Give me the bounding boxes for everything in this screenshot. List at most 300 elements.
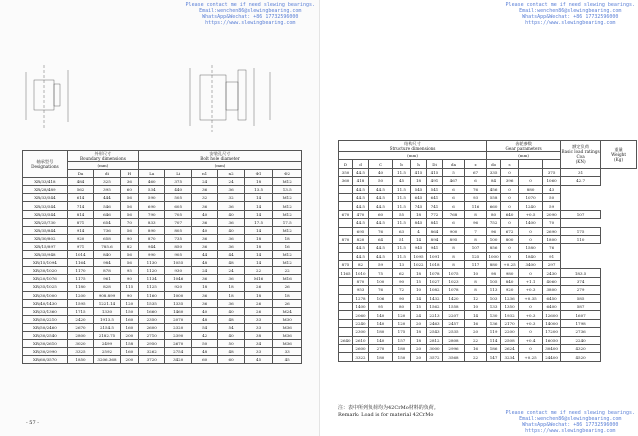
table-cell: 8 — [465, 277, 487, 285]
table-cell: 40 — [191, 210, 217, 218]
table-cell: 103 — [487, 294, 501, 302]
header-structure: 结构尺寸 Structure dimensions — [339, 141, 487, 152]
header-load: 额定负荷 Basic load ratings Coa (KN) — [561, 141, 601, 169]
table-cell: 14 — [244, 251, 273, 259]
col-header: La — [139, 170, 165, 178]
table-cell: 944 — [139, 242, 165, 250]
table-cell — [339, 193, 353, 201]
table-cell: 32 — [191, 194, 217, 202]
page-number: - 57 - — [26, 420, 39, 426]
table-cell: 864 — [427, 227, 443, 235]
table-cell: 418 — [353, 177, 369, 185]
table-cell: 80 — [393, 303, 411, 311]
table-cell: 26 — [244, 307, 273, 315]
table-cell: 36 — [191, 242, 217, 250]
table-cell: 10 — [465, 269, 487, 277]
table-cell: 1562 — [427, 303, 443, 311]
table-cell: 90 — [393, 277, 411, 285]
table-cell: 814 — [67, 210, 93, 218]
table-cell: 76 — [369, 286, 393, 294]
table-cell: 745 — [411, 202, 427, 210]
table-cell: 1180 — [67, 283, 93, 291]
table-cell: 790 — [139, 210, 165, 218]
right-table-body — [339, 168, 637, 361]
table-row — [339, 294, 637, 302]
table-cell: 98 — [487, 269, 501, 277]
table-cell: 56 — [120, 194, 138, 202]
table-cell: 140 — [369, 336, 393, 344]
left-table-body — [23, 178, 302, 364]
table-cell: 11.5 — [393, 252, 411, 260]
table-cell: 2736 — [561, 328, 601, 336]
table-row — [339, 210, 637, 218]
table-cell: 8 — [465, 235, 487, 243]
table-cell — [519, 168, 543, 176]
table-cell: XR/50/2460 — [23, 323, 68, 331]
table-cell: XR/60/3570 — [23, 356, 68, 364]
table-cell: 120 — [393, 319, 411, 327]
table-cell: 15 — [411, 303, 427, 311]
table-row — [23, 218, 302, 226]
table-cell: 36 — [191, 299, 217, 307]
table-cell: 905 — [165, 251, 191, 259]
table-cell: 1595 — [67, 299, 93, 307]
table-cell: M12 — [273, 226, 302, 234]
table-cell — [339, 286, 353, 294]
table-row — [23, 315, 302, 323]
table-cell: 456 — [487, 185, 501, 193]
table-cell: 2592 — [94, 348, 120, 356]
table-cell: 984 — [94, 259, 120, 267]
table-cell: 44.5 — [369, 252, 393, 260]
table-cell: 736 — [94, 226, 120, 234]
table-cell: 279 — [561, 286, 601, 294]
table-cell: 14 — [411, 294, 427, 302]
table-cell: 60 — [369, 210, 393, 218]
table-cell: 1022 — [411, 261, 427, 269]
table-cell: XR/30/802 — [23, 234, 68, 242]
table-cell: 3206.368 — [94, 356, 120, 364]
table-cell: 707 — [165, 218, 191, 226]
table-cell: XR/20/1076 — [23, 275, 68, 283]
table-cell: 785.6 — [94, 242, 120, 250]
contact-line: Please contact me if need slewing bearings. — [505, 410, 635, 416]
table-cell: 136 — [487, 319, 501, 327]
table-cell: 1236 — [501, 294, 519, 302]
table-cell: 714 — [67, 202, 93, 210]
table-cell: 11.5 — [393, 168, 411, 176]
table-cell: 36 — [191, 186, 217, 194]
table-cell: 64 — [369, 235, 393, 243]
table-cell: 1134 — [139, 275, 165, 283]
table-cell: 870 — [339, 235, 353, 243]
table-cell: 374 — [561, 277, 601, 285]
table-cell: 1160 — [139, 291, 165, 299]
contact-line: WhatsApp&Wechat: +86 17732596000 — [202, 14, 299, 20]
table-cell: +0.25 — [501, 261, 519, 269]
table-cell: 44.5 — [353, 185, 369, 193]
table-cell: 325 — [94, 178, 120, 186]
table-cell: 1000 — [165, 291, 191, 299]
table-cell: 48 — [218, 259, 244, 267]
table-cell: 2710 — [139, 331, 165, 339]
table-cell: 0 — [501, 168, 519, 176]
table-cell: 961 — [94, 275, 120, 283]
table-cell: 76 — [369, 227, 393, 235]
table-cell: 16050 — [543, 336, 561, 344]
contact-line: Please contact me if need slewing bearings. — [505, 2, 635, 8]
table-cell: 22 — [273, 267, 302, 275]
table-cell: 80 — [487, 210, 501, 218]
header-weight: 重量 Weight (Kg) — [601, 141, 637, 169]
table-cell: 105 — [487, 277, 501, 285]
table-row — [339, 286, 637, 294]
table-cell: 150 — [393, 353, 411, 361]
table-cell: 1400 — [519, 219, 543, 227]
table-cell: XR/33/544 — [23, 210, 68, 218]
table-cell: 4520 — [561, 353, 601, 361]
table-cell: 36 — [218, 218, 244, 226]
table-cell: 56 — [120, 259, 138, 267]
table-cell: 2535 — [443, 328, 465, 336]
table-cell: 84 — [487, 177, 501, 185]
table-cell: 44.5 — [353, 193, 369, 201]
col-header: d — [353, 160, 369, 168]
table-cell: 1120 — [139, 267, 165, 275]
table-cell: M16 — [244, 275, 273, 283]
table-cell: 840 — [501, 277, 519, 285]
left-table — [22, 150, 302, 364]
table-cell: 0 — [501, 193, 519, 201]
table-cell: 160 — [120, 323, 138, 331]
table-cell: 18 — [191, 283, 217, 291]
table-cell: 8 — [443, 261, 465, 269]
table-cell: 2420 — [67, 315, 93, 323]
table-cell: 90 — [393, 294, 411, 302]
table-cell: 16 — [465, 344, 487, 352]
table-cell: 44.5 — [369, 193, 393, 201]
table-cell: 15 — [411, 277, 427, 285]
table-cell: 11.5 — [393, 185, 411, 193]
table-cell: XR/33/418 — [23, 178, 68, 186]
table-cell: 546 — [94, 202, 120, 210]
table-cell: 12600 — [543, 311, 561, 319]
contact-line: https://www.slewingbearing.com — [205, 20, 296, 26]
table-cell: 990 — [139, 251, 165, 259]
header-designation: 轴承型号 Designations — [23, 151, 68, 178]
table-cell: 672 — [501, 227, 519, 235]
table-cell: 1175 — [67, 275, 93, 283]
table-cell: 1800 — [543, 235, 561, 243]
table-cell: 890 — [139, 226, 165, 234]
table-cell: 415 — [411, 168, 427, 176]
table-cell: 1023 — [443, 277, 465, 285]
table-cell: 24 — [218, 178, 244, 186]
table-cell: XR/28/489 — [23, 186, 68, 194]
table-cell — [339, 277, 353, 285]
table-cell: 2200 — [501, 328, 519, 336]
table-cell: 16 — [465, 319, 487, 327]
table-cell: XR/25/730 — [23, 218, 68, 226]
table-cell: 48 — [191, 348, 217, 356]
table-cell: 82 — [353, 261, 369, 269]
right-table — [338, 140, 637, 362]
table-cell: 2950 — [139, 340, 165, 348]
table-row — [23, 242, 302, 250]
table-cell: 741 — [427, 202, 443, 210]
table-cell: 114 — [487, 336, 501, 344]
table-cell: 585 — [561, 294, 601, 302]
table-cell: 56 — [120, 251, 138, 259]
table-cell: 1078 — [427, 269, 443, 277]
table-row — [339, 193, 637, 201]
table-cell: 1000 — [488, 253, 499, 259]
header-install: 安装孔尺寸 Bolt hole diameter — [139, 151, 302, 162]
table-cell: 36 — [191, 234, 217, 242]
table-cell: 658 — [94, 234, 120, 242]
right-page — [319, 0, 638, 436]
table-cell: 0 — [501, 185, 519, 193]
table-cell: 119 — [487, 328, 501, 336]
table-cell: 833 — [139, 218, 165, 226]
table-cell: 953 — [353, 286, 369, 294]
table-cell: 2207 — [443, 311, 465, 319]
table-cell: 920 — [165, 283, 191, 291]
table-cell: 20 — [411, 344, 427, 352]
table-cell: 56 — [120, 226, 138, 234]
table-cell: 444 — [94, 194, 120, 202]
table-cell: 587 — [561, 303, 601, 311]
table-cell: 1607 — [561, 311, 601, 319]
table-cell: 908.899 — [94, 291, 120, 299]
table-cell: 1335 — [165, 299, 191, 307]
table-cell: 130 — [487, 311, 501, 319]
table-cell: 113 — [487, 286, 501, 294]
table-cell: 2996 — [443, 344, 465, 352]
col-header: Li — [165, 170, 191, 178]
table-row — [23, 226, 302, 234]
table-cell: 870 — [139, 234, 165, 242]
table-cell: 1913.5 — [94, 315, 120, 323]
table-cell: 95 — [120, 267, 138, 275]
table-cell: M12 — [273, 210, 302, 218]
table-cell: 3400 — [519, 261, 543, 269]
table-cell: 805 — [165, 226, 191, 234]
table-cell: 13 — [393, 261, 411, 269]
table-cell: 106 — [369, 294, 393, 302]
table-cell: 56 — [120, 202, 138, 210]
table-cell: 22 — [465, 353, 487, 361]
table-cell: 4060 — [543, 277, 561, 285]
table-cell: 120 — [393, 311, 411, 319]
table-row — [339, 185, 637, 193]
table-cell: 180 — [369, 328, 393, 336]
table-row — [339, 219, 637, 227]
table-cell: 14 — [244, 202, 273, 210]
table-cell: +0.35 — [519, 294, 543, 302]
table-cell: 920 — [501, 286, 519, 294]
table-row — [23, 275, 302, 283]
table-cell: 110 — [561, 235, 601, 243]
table-cell: 1170 — [67, 267, 93, 275]
table-cell: 2640 — [340, 337, 351, 343]
table-cell: 2090 — [543, 210, 561, 218]
table-row — [23, 251, 302, 259]
table-cell: 1932 — [501, 311, 519, 319]
table-cell: 42.7 — [561, 177, 601, 185]
table-cell: 645 — [411, 193, 427, 201]
table-cell: 76 — [465, 185, 487, 193]
table-cell: 44.5 — [369, 219, 393, 227]
table-cell: 1715 — [67, 307, 93, 315]
table-cell: 50 — [218, 340, 244, 348]
table-cell: 0 — [501, 244, 519, 252]
table-cell: 36 — [218, 234, 244, 242]
table-cell: 14 — [244, 226, 273, 234]
table-cell: 0 — [519, 235, 543, 243]
table-row — [23, 194, 302, 202]
table-cell: 2670 — [67, 323, 93, 331]
table-cell: 945 — [411, 244, 427, 252]
table-cell: 60 — [120, 186, 138, 194]
table-cell: 96 — [487, 227, 501, 235]
table-cell: 140 — [369, 311, 393, 319]
table-row — [23, 283, 302, 291]
table-cell: XR/40/1430 — [23, 299, 68, 307]
table-cell: 100 — [487, 235, 501, 243]
table-row — [23, 267, 302, 275]
table-row — [23, 178, 302, 186]
table-cell: 10 — [465, 303, 487, 311]
table-cell: 18 — [218, 291, 244, 299]
table-cell: 18 — [411, 328, 427, 336]
table-row — [339, 277, 637, 285]
col-header: n1 — [191, 170, 217, 178]
table-row — [339, 311, 637, 319]
col-header: Di — [427, 160, 443, 168]
table-cell: 51 — [393, 235, 411, 243]
table-cell: 36 — [218, 242, 244, 250]
header-gear: 齿轮参数 Gear parameters — [487, 141, 561, 152]
table-cell: M16 — [273, 275, 302, 283]
table-row — [339, 336, 637, 344]
col-header: z — [465, 160, 487, 168]
table-cell: 695 — [353, 227, 369, 235]
table-cell: 18 — [411, 269, 427, 277]
table-row — [23, 348, 302, 356]
table-cell: 1558 — [443, 303, 465, 311]
table-cell: +0.3 — [519, 319, 543, 327]
table-cell: 2610 — [353, 336, 369, 344]
table-cell: +0.4 — [519, 336, 543, 344]
table-cell: M36 — [273, 331, 302, 339]
table-cell: 133 — [487, 303, 501, 311]
table-cell: 24 — [191, 267, 217, 275]
table-cell: 40 — [191, 307, 217, 315]
table-cell: 875 — [339, 261, 353, 269]
table-cell: XR/33/544 — [23, 202, 68, 210]
table-cell: 484 — [67, 178, 93, 186]
table-cell: 2390 — [165, 331, 191, 339]
table-cell: 562 — [67, 186, 93, 194]
table-cell: 14 — [244, 210, 273, 218]
table-cell: 14 — [244, 194, 273, 202]
table-cell: 880 — [487, 261, 501, 269]
table-cell: 59 — [369, 261, 393, 269]
table-cell: 44.5 — [353, 202, 369, 210]
col-header: do — [487, 160, 501, 168]
table-cell — [339, 311, 353, 319]
table-cell: 44.5 — [369, 185, 393, 193]
table-cell: 63 — [393, 227, 411, 235]
table-cell: 1580 — [519, 244, 543, 252]
table-cell: 350 — [339, 168, 353, 176]
table-row — [339, 319, 637, 327]
col-header: Φ1 — [244, 170, 273, 178]
table-cell: 30400 — [543, 344, 561, 352]
contact-bottom — [506, 410, 635, 434]
table-cell: 33 — [244, 315, 273, 323]
table-cell: 90 — [120, 234, 138, 242]
table-cell: 22 — [244, 267, 273, 275]
table-cell: 70 — [543, 219, 561, 227]
table-cell: 590 — [139, 194, 165, 202]
table-cell: 6 — [443, 219, 465, 227]
table-cell: 44.5 — [353, 252, 369, 260]
contact-line: Email:wenchen86@slewingbearing.com — [519, 416, 622, 422]
table-cell: 45 — [244, 356, 273, 364]
table-cell: 24400 — [543, 353, 561, 361]
table-cell: 36 — [191, 275, 217, 283]
table-cell: 4320 — [561, 344, 601, 352]
table-cell: 36 — [120, 178, 138, 186]
table-cell: 55 — [393, 210, 411, 218]
header-boundary: 外形尺寸 Boundary dimensions — [67, 151, 138, 162]
table-cell: 175 — [561, 227, 601, 235]
table-cell: 48 — [191, 259, 217, 267]
table-cell: 850 — [165, 242, 191, 250]
table-cell: 2800 — [67, 331, 93, 339]
table-cell: 415 — [427, 168, 443, 176]
table-cell: 880 — [519, 185, 543, 193]
table-cell: +0.3 — [519, 311, 543, 319]
table-cell: 17200 — [543, 328, 561, 336]
table-cell: 971 — [67, 242, 93, 250]
table-cell: 16 — [273, 242, 302, 250]
table-cell: 1330 — [94, 307, 120, 315]
table-cell: 42 — [191, 331, 217, 339]
table-cell: 1164 — [67, 259, 93, 267]
table-cell: 2182.75 — [94, 331, 120, 339]
table-cell: 375 — [543, 168, 561, 176]
table-cell: 34 — [244, 340, 273, 348]
table-cell: 1130 — [139, 259, 165, 267]
table-cell: 180 — [369, 353, 393, 361]
table-cell: XR/30/2610 — [23, 340, 68, 348]
table-cell: 45 — [393, 177, 411, 185]
table-cell: 1027 — [427, 277, 443, 285]
table-row — [23, 186, 302, 194]
table-cell: 147 — [487, 353, 501, 361]
table-row — [339, 202, 637, 210]
table-cell: 6450 — [543, 294, 561, 302]
col-header: b — [393, 160, 411, 168]
table-cell: 24 — [411, 311, 427, 319]
table-cell: 22 — [465, 336, 487, 344]
table-cell: 470 — [353, 210, 369, 218]
table-cell: 491 — [427, 177, 443, 185]
table-cell: 186 — [487, 344, 501, 352]
